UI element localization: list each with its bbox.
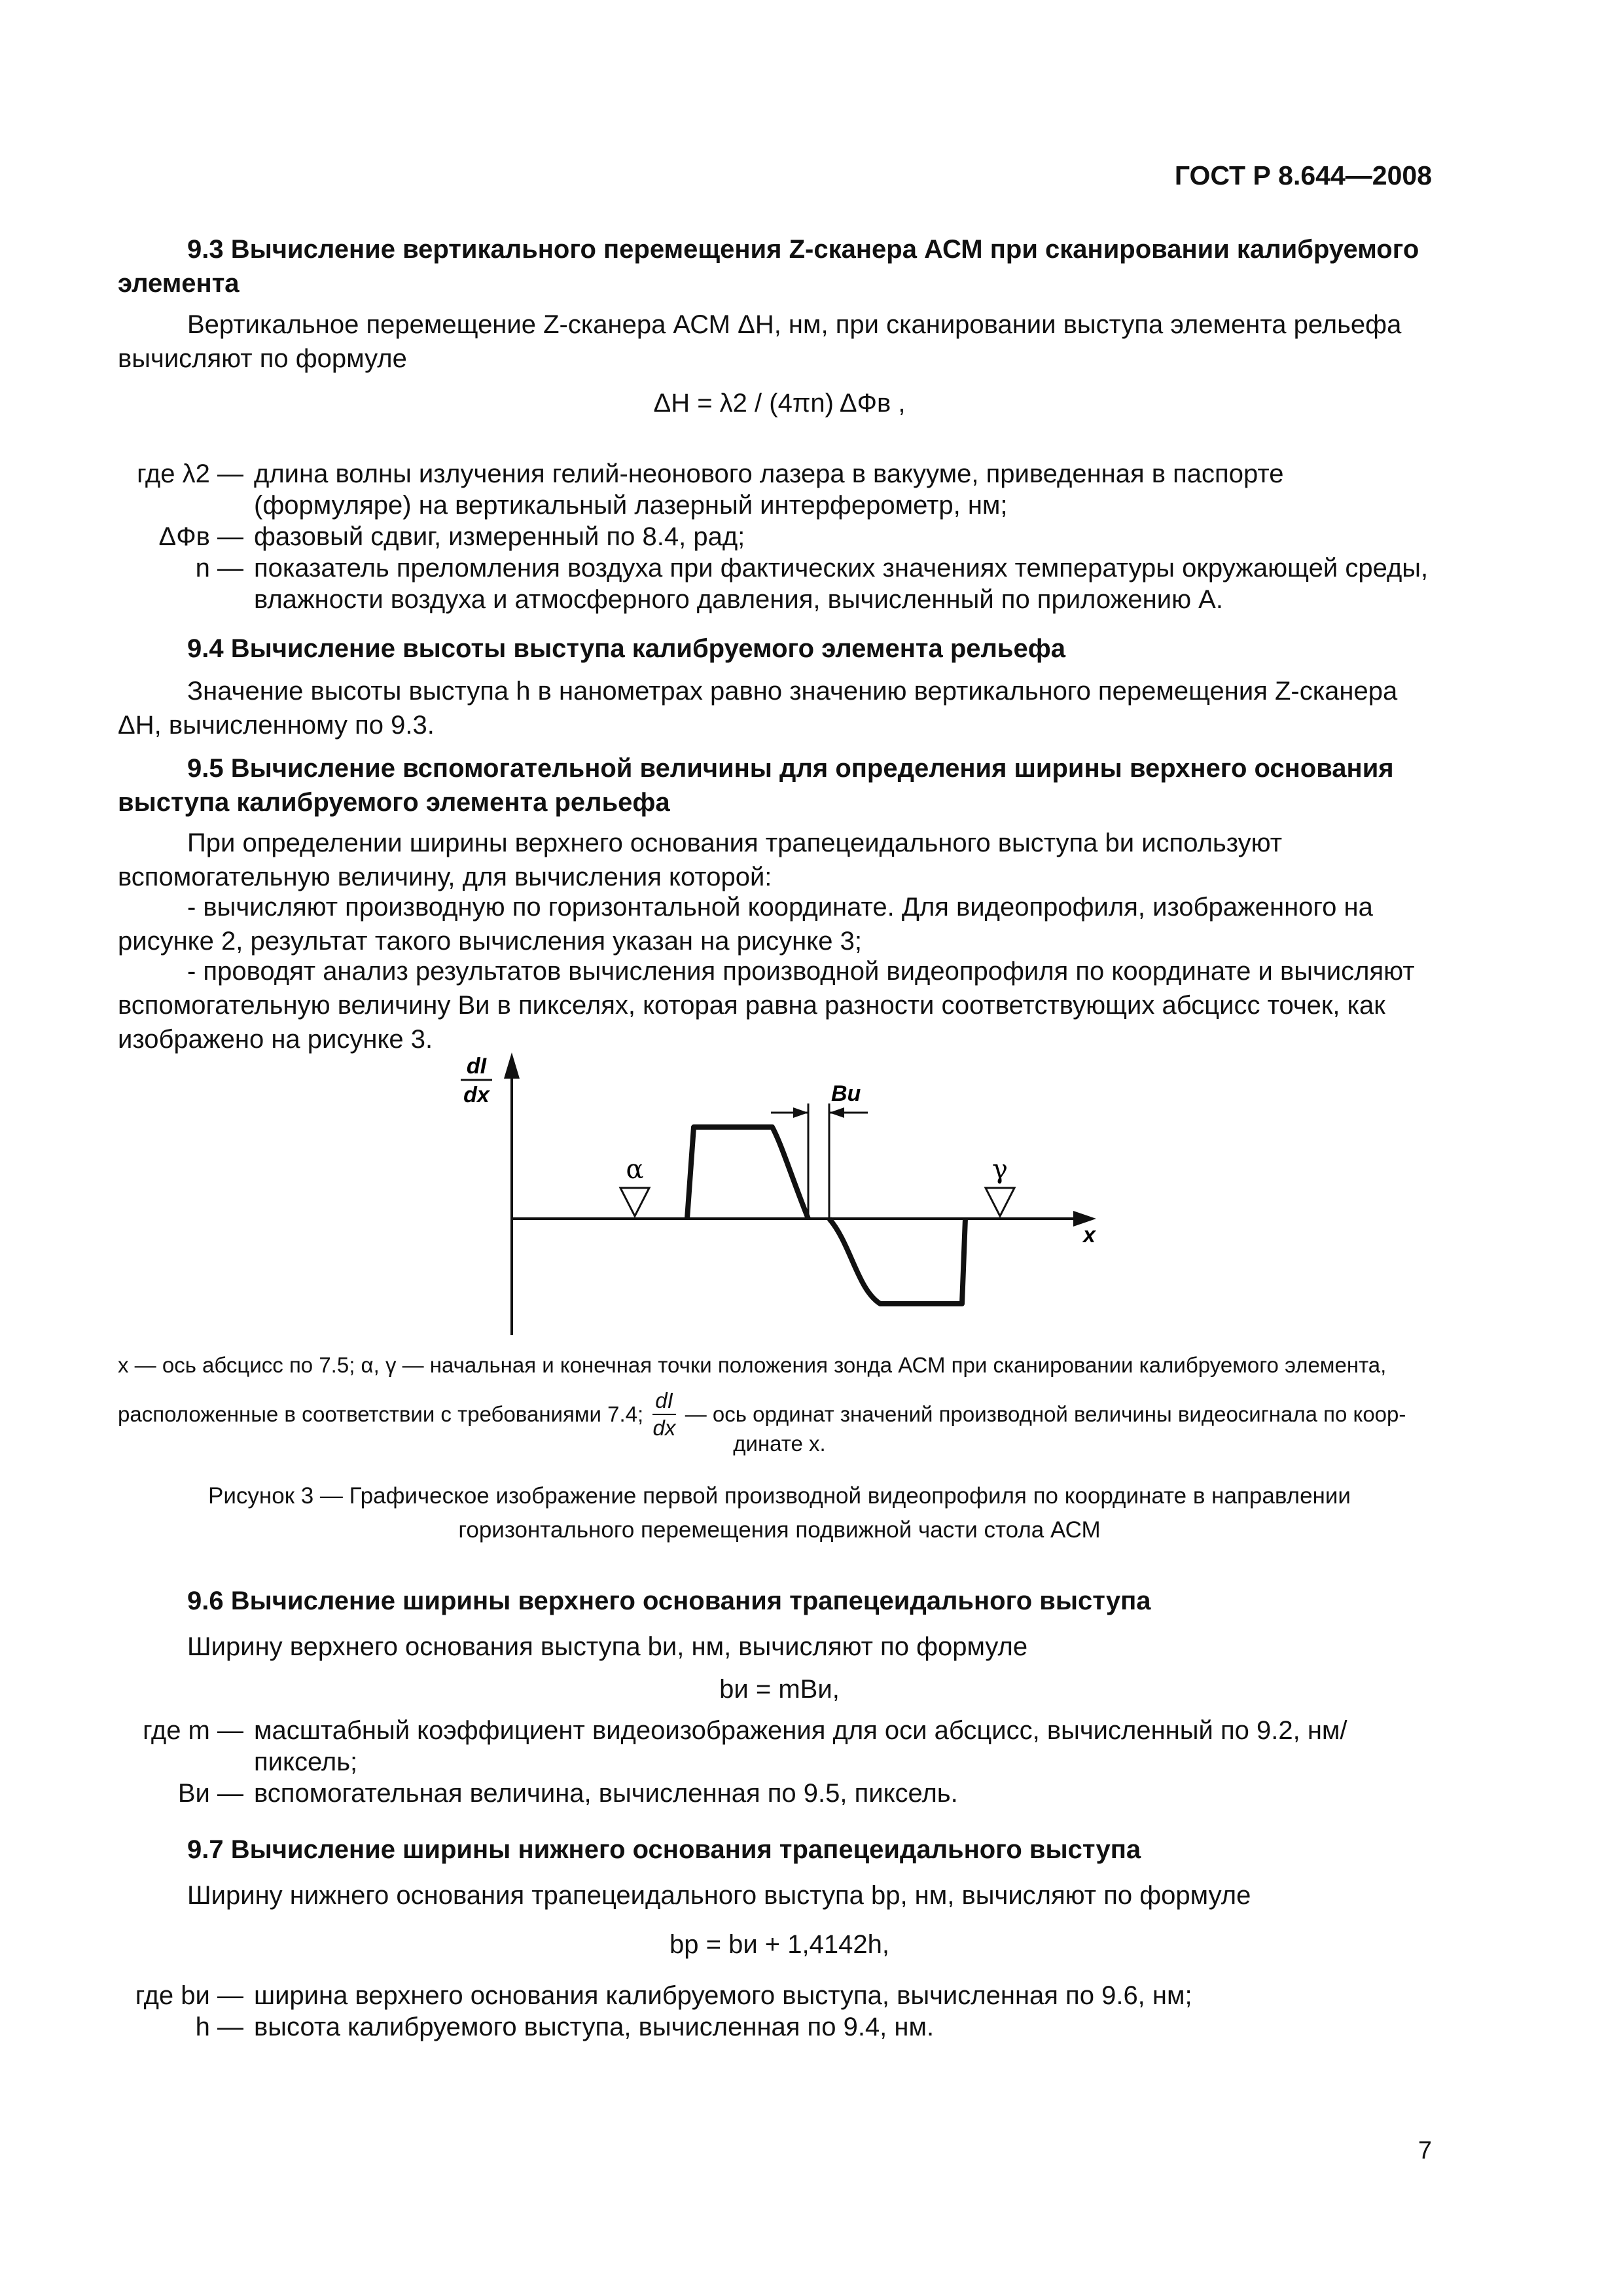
section-9-6-text: Ширину верхнего основания выступа bи, нм, вычисляют по формуле xyxy=(187,1632,1028,1661)
figure-legend-line-3: динате x. xyxy=(733,1431,826,1456)
definition-desc: фазовый сдвиг, измеренный по 8.4, рад; xyxy=(254,522,745,551)
figure-3-derivative-plot xyxy=(452,1047,1178,1335)
definition-term: ΔФв — xyxy=(158,522,243,551)
page-number: 7 xyxy=(1418,2137,1432,2164)
definition-row xyxy=(118,1778,1441,1809)
definition-row xyxy=(118,521,1441,552)
section-9-5-heading: 9.5 Вычисление вспомогательной величины для определения ширины верхнего основания выступа калибруемого элемента рельефа xyxy=(118,754,1394,817)
definition-row xyxy=(118,1980,1441,2011)
alpha-label: α xyxy=(626,1155,644,1185)
definition-row xyxy=(118,2011,1441,2043)
fraction-denominator: dx xyxy=(652,1416,676,1440)
definition-row xyxy=(118,458,1441,521)
standard-header: ГОСТ Р 8.644—2008 xyxy=(1174,160,1432,190)
section-9-3-heading: 9.3 Вычисление вертикального перемещения Z-сканера АСМ при сканировании калибруемого элемента xyxy=(118,235,1419,298)
definition-desc: высота калибруемого выступа, вычисленная по 9.4, нм. xyxy=(254,2013,935,2041)
definition-row xyxy=(118,1715,1441,1778)
b-dimension-label: Bи xyxy=(831,1081,861,1106)
section-9-4-heading: 9.4 Вычисление высоты выступа калибруемого элемента рельефа xyxy=(187,634,1066,663)
definition-term: где m — xyxy=(143,1716,243,1745)
section-9-7-heading: 9.7 Вычисление ширины нижнего основания трапецеидального выступа xyxy=(187,1835,1141,1864)
definition-row xyxy=(118,552,1441,615)
section-9-4-text: Значение высоты выступа h в нанометрах равно значению вертикального перемещения Z-сканера ΔH, вычисленному по 9.3. xyxy=(118,677,1398,740)
section-9-3-definitions xyxy=(118,458,1441,615)
definition-term: h — xyxy=(195,2013,243,2041)
definition-desc: показатель преломления воздуха при фактических значениях температуры окружающей среды, влажности воздуха и атмосферного давления, вычисленный по приложению А. xyxy=(254,554,1429,614)
figure-legend-line-2-start: расположенные в соответствии с требованиями 7.4; xyxy=(118,1402,644,1426)
gamma-marker xyxy=(986,1188,1014,1216)
definition-term: где λ2 — xyxy=(137,459,243,488)
formula-delta-h: ΔH = λ2 / (4πn) ΔФв , xyxy=(653,389,906,418)
definition-desc: ширина верхнего основания калибруемого выступа, вычисленная по 9.6, нм; xyxy=(254,1981,1192,2010)
section-9-7-text: Ширину нижнего основания трапецеидального выступа bр, нм, вычисляют по формуле xyxy=(187,1881,1251,1910)
definition-term: n — xyxy=(195,554,243,583)
figure-legend-line-2-end: — ось ординат значений производной величины видеосигнала по коор- xyxy=(685,1402,1406,1426)
gamma-label: γ xyxy=(992,1155,1008,1185)
x-axis-label: x xyxy=(1083,1223,1096,1247)
formula-b-p: bр = bи + 1,4142h, xyxy=(669,1930,889,1959)
section-9-7-definitions xyxy=(118,1980,1441,2043)
b-arrow-right-head xyxy=(829,1107,844,1118)
section-9-5-p1: При определении ширины верхнего основания трапецеидального выступа bи используют вспомогательную величину, для вычисления которой: xyxy=(118,829,1283,891)
negative-pulse-curve xyxy=(829,1219,965,1304)
figure-legend-line-1: x — ось абсцисс по 7.5; α, γ — начальная и конечная точки положения зонда АСМ при сканировании калибруемого элемента, xyxy=(118,1353,1387,1377)
definition-desc: длина волны излучения гелий-неонового лазера в вакууме, приведенная в паспорте (формуляре) на вертикальный лазерный интерферометр, нм; xyxy=(254,459,1284,520)
alpha-marker xyxy=(620,1188,649,1216)
y-label-numerator: dI xyxy=(466,1054,487,1079)
y-label-denominator: dx xyxy=(463,1083,490,1107)
definition-desc: вспомогательная величина, вычисленная по 9.5, пиксель. xyxy=(254,1779,958,1808)
formula-b-i: bи = mBи, xyxy=(719,1675,840,1704)
definition-term: Bи — xyxy=(177,1779,243,1808)
b-arrow-left-head xyxy=(793,1107,808,1118)
section-9-3-text: Вертикальное перемещение Z-сканера АСМ ΔH, нм, при сканировании выступа элемента рельефа вычисляют по формуле xyxy=(118,310,1402,373)
section-9-5-p2: - вычисляют производную по горизонтальной координате. Для видеопрофиля, изображенного на рисунке 2, результат такого вычисления указан на рисунке 3; xyxy=(118,893,1373,956)
definition-desc: масштабный коэффициент видеоизображения для оси абсцисс, вычисленный по 9.2, нм/пиксель; xyxy=(254,1716,1347,1776)
definition-term: где bи — xyxy=(135,1981,243,2010)
section-9-6-definitions xyxy=(118,1715,1441,1809)
fraction-numerator: dI xyxy=(652,1388,676,1415)
y-axis-arrow xyxy=(504,1052,520,1079)
positive-pulse-curve xyxy=(687,1127,808,1219)
section-9-5-p3: - проводят анализ результатов вычисления производной видеопрофиля по координате и вычисляют вспомогательную величину Bи в пикселях, которая равна разности соответствующих абсцисс точек, как изображено на рисунке 3. xyxy=(118,957,1415,1054)
figure-3-caption: Рисунок 3 — Графическое изображение первой производной видеопрофиля по координате в направлении горизонтального перемещения подвижной части стола АСМ xyxy=(208,1483,1351,1543)
section-9-6-heading: 9.6 Вычисление ширины верхнего основания трапецеидального выступа xyxy=(187,1587,1151,1615)
